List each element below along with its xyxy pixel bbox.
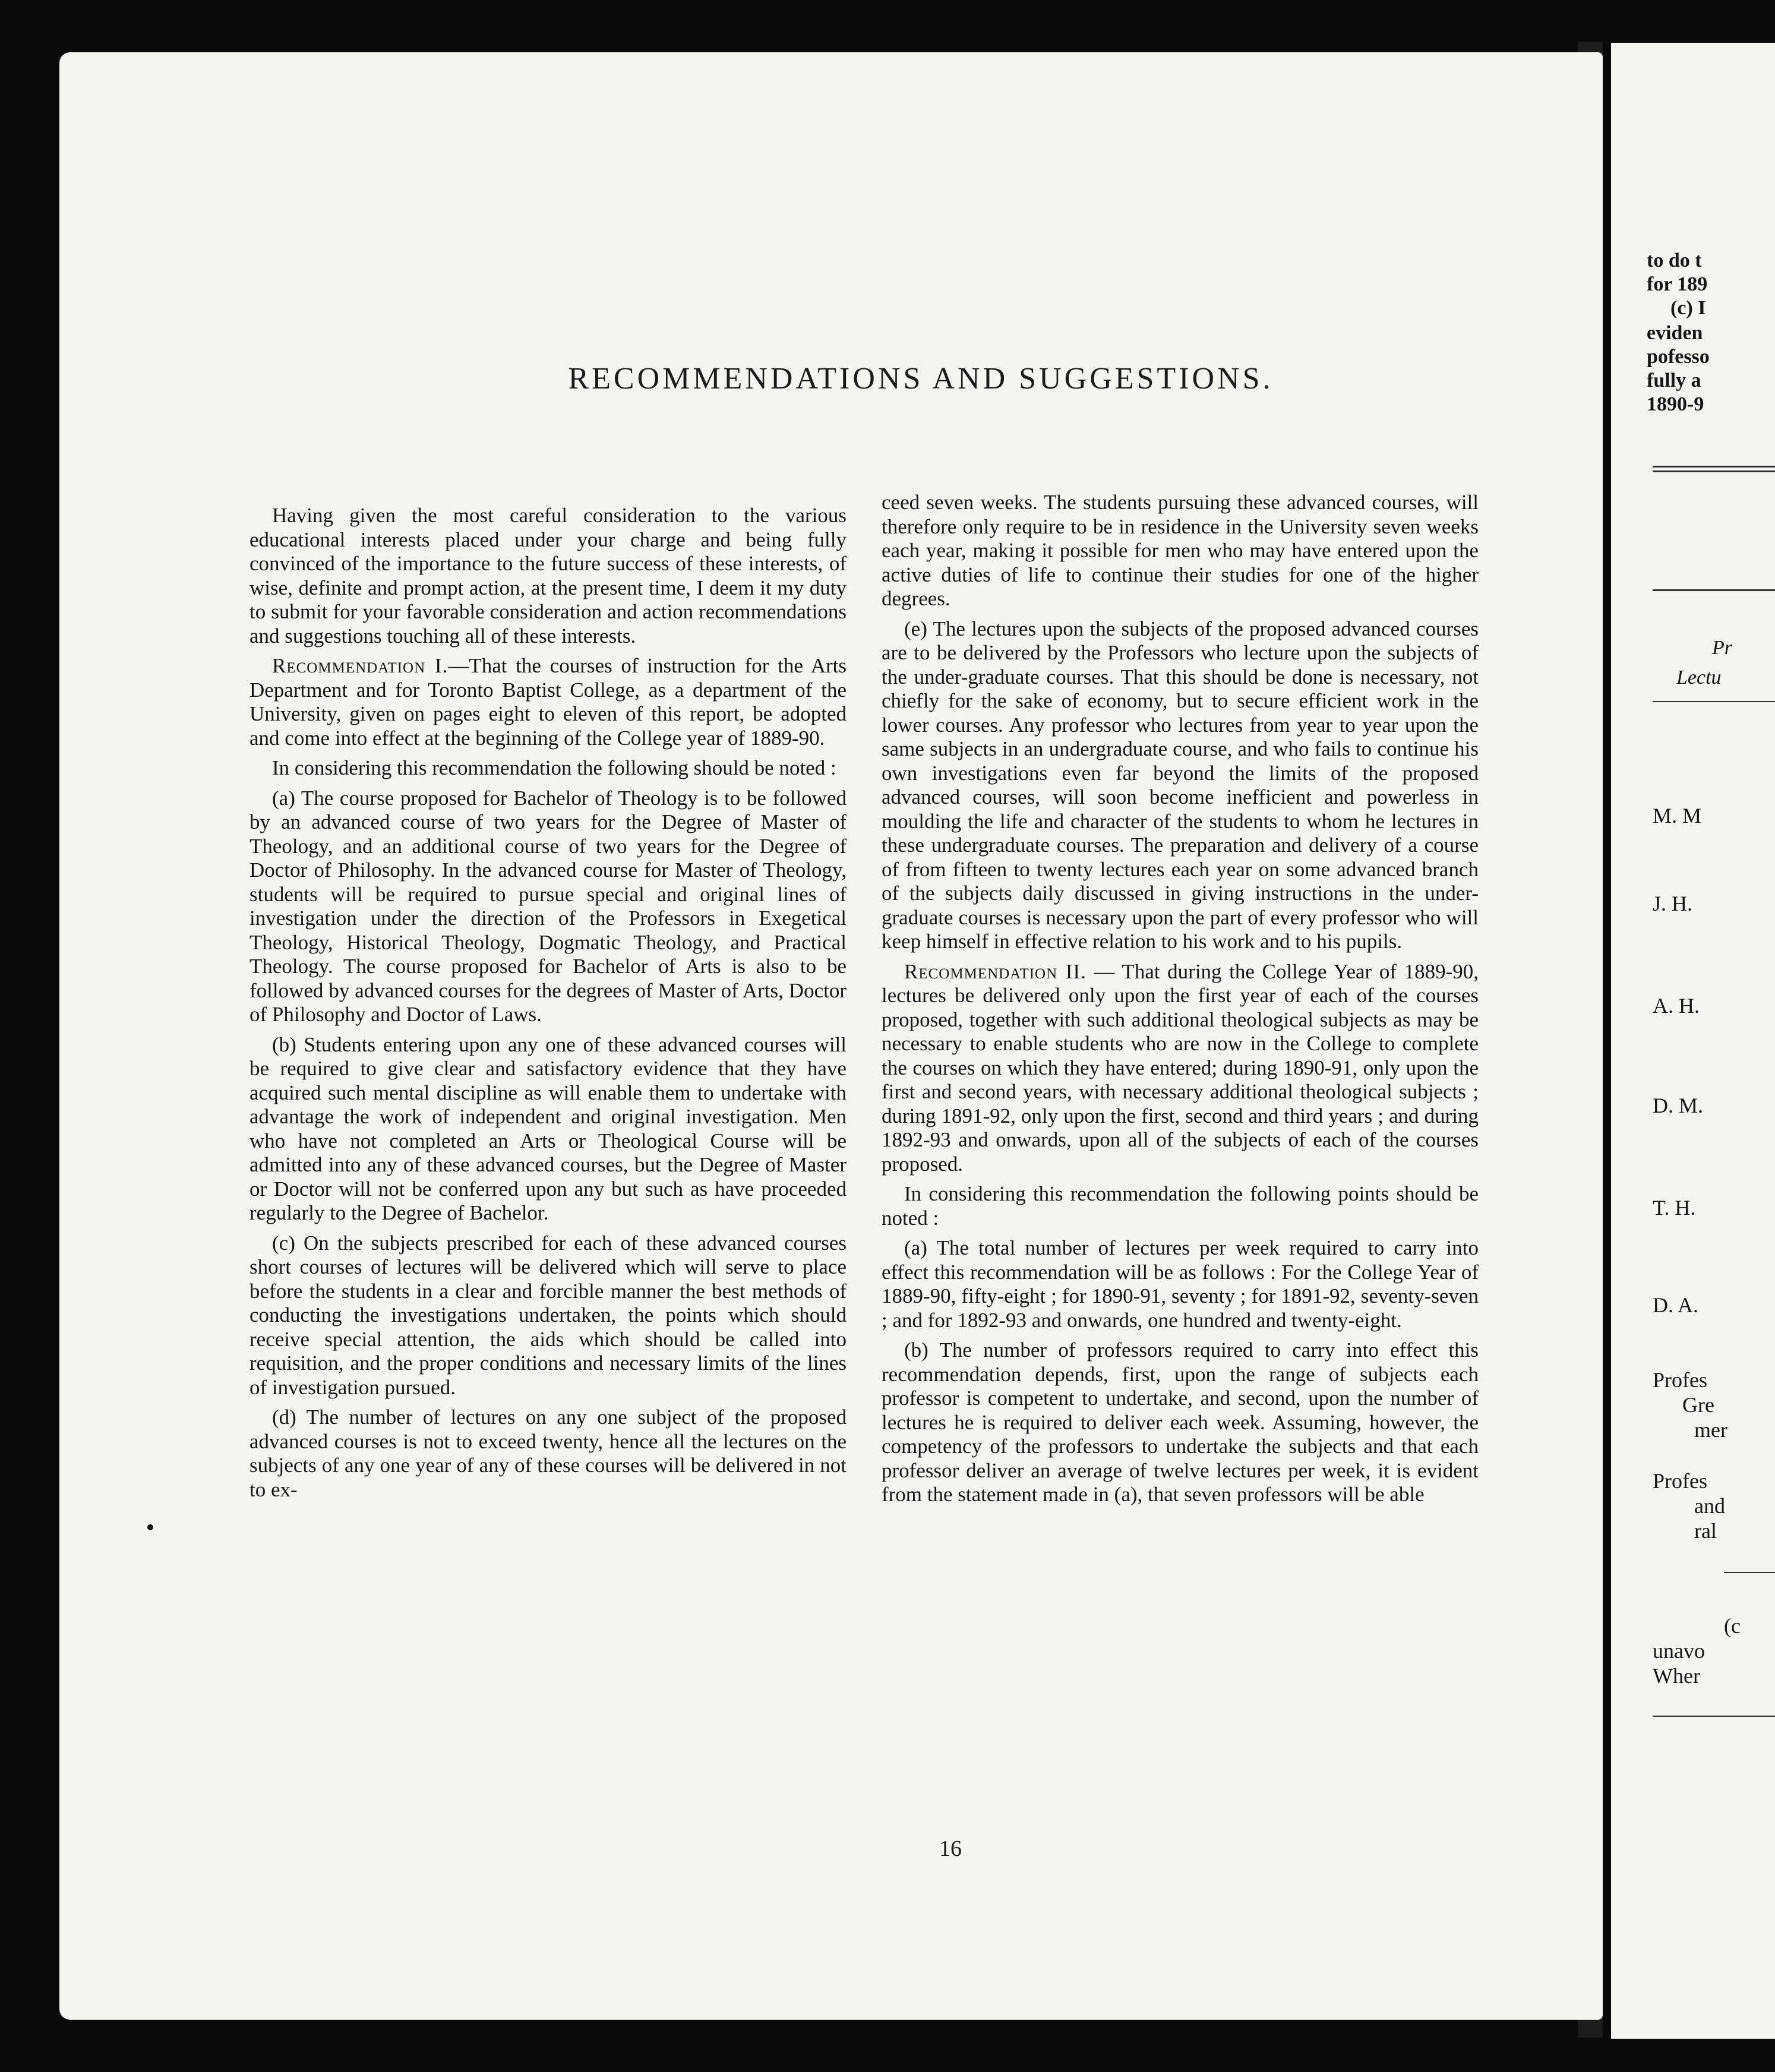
rule (1653, 589, 1775, 591)
note-e: (e) The lectures upon the subjects of the proposed advanced courses are to be delivered by the Professors who lecture upon the subjects of the under-graduate courses. That this should be done is necessary, not chiefly for the sake of economy, but to secure efficient work in the lower courses. Any professor who lectures from year to year upon the same subjects in an undergraduate course, and who fails to continue his own investigations even far beyond the limits of the proposed advanced courses, will soon become inefficient and powerless in moulding the life and character of the students to whom he lectures in these undergraduate courses. The preparation and delivery of a course of from fifteen to twenty lectures each year on some advanced branch of the subjects daily discussed in giving instructions in the under-graduate courses is necessary upon the part of every professor who will keep himself in effective relation to his work and to his pupils. (882, 617, 1479, 953)
note-2b: (b) The number of professors required to carry into effect this recommendation depends, first, upon the range of subjects each professor is competent to undertake, and second, upon the number of lectures he is required to deliver each week. Assuming, however, the competency of the professors to undertake the subjects and that each professor deliver an average of twelve lectures per week, it is evident from the statement made in (a), that seven professors will be able (882, 1338, 1479, 1506)
page-number: 16 (939, 1836, 962, 1861)
np-prof: mer (1694, 1418, 1727, 1442)
rule (1653, 1716, 1775, 1717)
considering-paragraph-2: In considering this recommendation the following points should be noted : (882, 1182, 1479, 1230)
page-title: RECOMMENDATIONS AND SUGGESTIONS. (568, 362, 1274, 396)
np-line: fully a (1647, 369, 1701, 391)
recommendation-2-text: — That during the College Year of 1889-90, lectures be delivered only upon the first year of each of the courses proposed, together with such additional theological subjects as may be necessary to enable students who are now in the College to complete the courses on which they have entered; during 1890-91, only upon the first and second years, with necessary additional theological subjects ; during 1891-92, only upon the first, second and third years ; and during 1892-93 and onwards, upon all of the subjects of each of the courses proposed. (882, 959, 1479, 1176)
np-name: D. A. (1653, 1293, 1699, 1317)
adjacent-page-edge (1611, 43, 1775, 2039)
recommendation-1 (249, 654, 847, 750)
np-name: D. M. (1653, 1094, 1704, 1117)
np-prof: and (1694, 1494, 1725, 1518)
recommendation-2 (882, 960, 1479, 1177)
np-prof: Profes (1653, 1469, 1707, 1493)
rule (1653, 466, 1775, 468)
note-a: (a) The course proposed for Bachelor of Theology is to be followed by an advanced course of two years for the Degree of Master of Theology, and an additional course of two years for the Degree of Doctor of Philosophy. In the advanced course for Master of Theology, students will be required to pursue special and original lines of investigation under the direction of the Professors in Exegetical Theology, Historical Theology, Dogmatic Theology, and Practical Theology. The course proposed for Bachelor of Arts is also to be followed by advanced courses for the degrees of Master of Arts, Doctor of Philosophy and Doctor of Laws. (249, 786, 847, 1026)
left-column (249, 504, 847, 1508)
note-b: (b) Students entering upon any one of these advanced courses will be required to give clear and satisfactory evidence that they have acquired such mental discipline as will enable them to undertake with advantage the work of independent and original investigation. Men who have not completed an Arts or Theological Course will be admitted into any of these advanced courses, but the Degree of Master or Doctor will not be conferred upon any but such as have proceeded regularly to the Degree of Bachelor. (249, 1032, 847, 1224)
np-name: A. H. (1653, 994, 1700, 1018)
note-2a: (a) The total number of lectures per week required to carry into effect this recommendation will be as follows : For the College Year of 1889-90, fifty-eight ; for 1890-91, seventy ; for 1891-92, seventy-seven ; and for 1892-93 and onwards, one hundred and twenty-eight. (882, 1236, 1479, 1332)
np-prof: ral (1694, 1519, 1717, 1543)
np-heading: Lectu (1676, 667, 1722, 688)
np-line: to do t (1647, 249, 1702, 271)
np-name: M. M (1653, 804, 1702, 827)
rule (1724, 1572, 1775, 1573)
np-prof: Gre (1682, 1393, 1714, 1417)
np-tail: unavo (1653, 1639, 1705, 1663)
document-page (59, 52, 1603, 2020)
recommendation-1-text: —That the courses of instruction for the Arts Department and for Toronto Baptist College, as a department of the University, given on pages eight to eleven of this report, be adopted and come into effect at the beginning of the College year of 1889-90. (249, 654, 847, 750)
rule (1653, 470, 1775, 472)
np-name: J. H. (1653, 892, 1693, 915)
np-prof: Profes (1653, 1368, 1707, 1392)
note-d: (d) The number of lectures on any one subject of the proposed advanced courses is not to exceed twenty, hence all the lectures on the subjects of any one year of any of these courses will be delivered in not to ex- (249, 1405, 847, 1501)
np-line: 1890-9 (1647, 393, 1704, 415)
recommendation-1-label: Recommendation I. (272, 654, 449, 677)
np-tail: (c (1724, 1614, 1741, 1638)
np-tail: Wher (1653, 1664, 1700, 1688)
np-line: pofesso (1647, 346, 1710, 368)
intro-paragraph: Having given the most careful consideration to the various educational interests placed under your charge and being fully convinced of the importance to the future success of these interests, of wise, definite and prompt action, at the present time, I deem it my duty to submit for your favorable consideration and action recommendations and suggestions touching all of these interests. (249, 504, 847, 648)
np-line: eviden (1647, 322, 1703, 344)
considering-paragraph: In considering this recommendation the following should be noted : (272, 756, 836, 779)
note-d-continued: ceed seven weeks. The students pursuing these advanced courses, will therefore only require to be in residence in the University seven weeks each year, making it possible for men who may have entered upon the active duties of life to continue their studies for one of the higher degrees. (882, 491, 1479, 610)
np-line: for 189 (1647, 273, 1708, 295)
rule (1653, 701, 1775, 702)
np-name: T. H. (1653, 1196, 1696, 1220)
right-column (882, 491, 1479, 1513)
np-heading: Pr (1712, 637, 1732, 659)
np-line: (c) I (1670, 297, 1706, 319)
recommendation-2-label: Recommendation II. (904, 959, 1087, 983)
speck (147, 1524, 153, 1530)
note-c: (c) On the subjects prescribed for each of these advanced courses short courses of lectures will be delivered which will serve to place before the students in a clear and forcible manner the best methods of conducting the investigations undertaken, the points which should receive special attention, the aids which should be called into requisition, and the proper conditions and necessary limits of the lines of investigation pursued. (249, 1231, 847, 1399)
